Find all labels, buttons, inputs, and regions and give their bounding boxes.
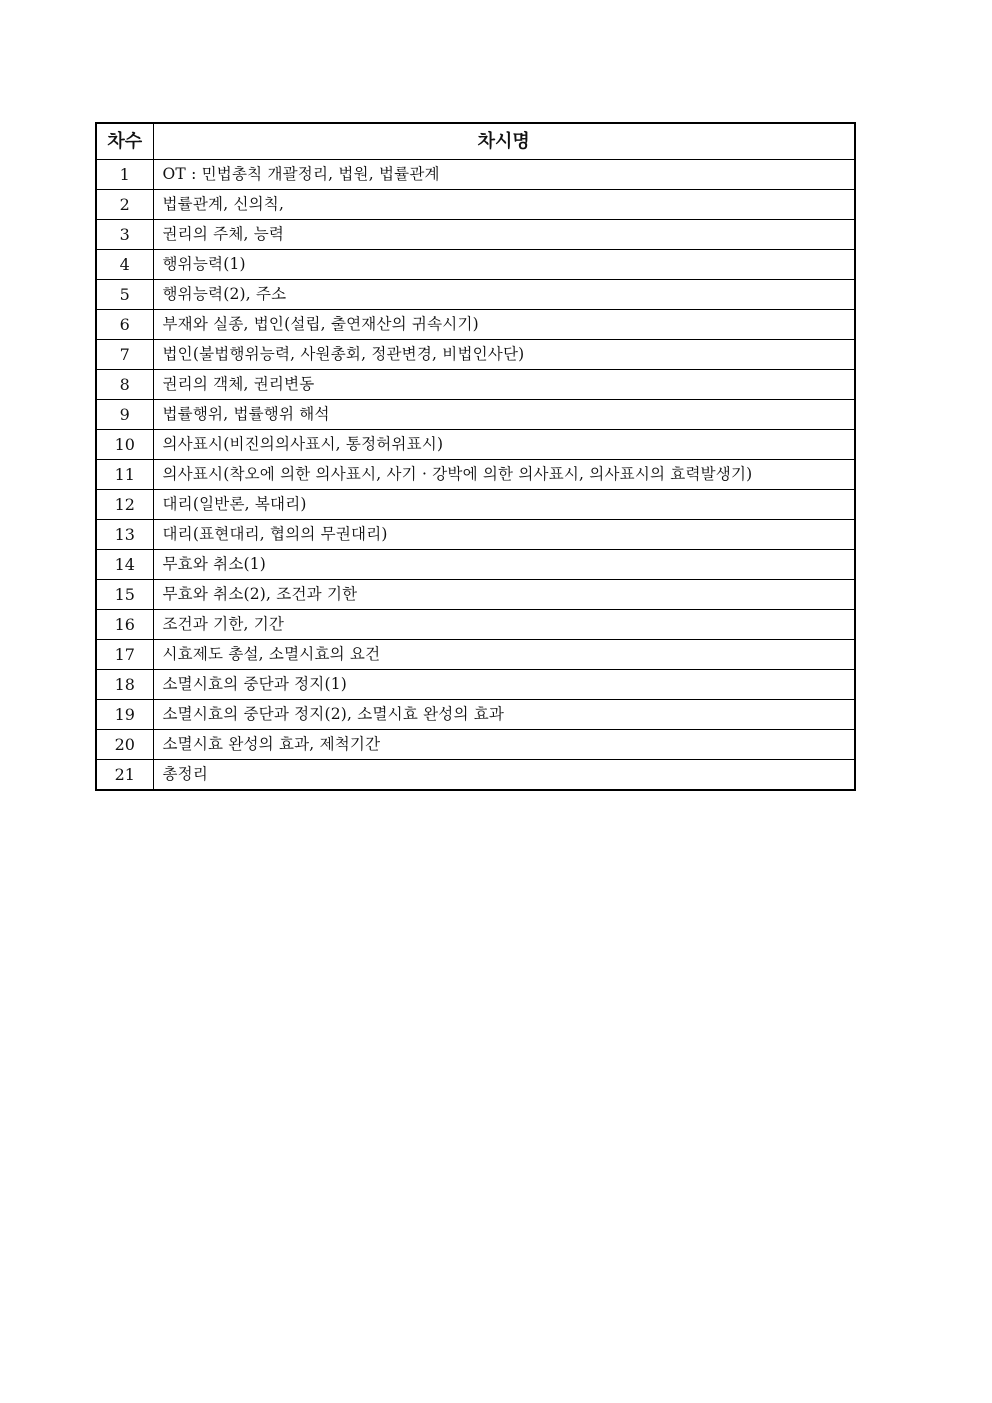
table-row <box>96 580 855 610</box>
session-title-cell: 권리의 객체, 권리변동 <box>153 370 855 400</box>
session-title-cell: 소멸시효 완성의 효과, 제척기간 <box>153 730 855 760</box>
session-number-cell: 2 <box>96 190 153 220</box>
header-row <box>96 123 855 160</box>
table-row <box>96 670 855 700</box>
session-number-cell: 3 <box>96 220 153 250</box>
session-number-cell: 15 <box>96 580 153 610</box>
table-row <box>96 430 855 460</box>
session-title-cell: 법인(불법행위능력, 사원총회, 정관변경, 비법인사단) <box>153 340 855 370</box>
table-row <box>96 700 855 730</box>
session-number-cell: 20 <box>96 730 153 760</box>
session-title-cell: OT : 민법총칙 개괄정리, 법원, 법률관계 <box>153 160 855 190</box>
session-title-cell: 의사표시(착오에 의한 의사표시, 사기 · 강박에 의한 의사표시, 의사표시의 효력발생기) <box>153 460 855 490</box>
table-row <box>96 550 855 580</box>
lecture-schedule-table <box>95 122 856 791</box>
table-row <box>96 220 855 250</box>
table-row <box>96 310 855 340</box>
session-title-cell: 의사표시(비진의의사표시, 통정허위표시) <box>153 430 855 460</box>
session-title-cell: 소멸시효의 중단과 정지(1) <box>153 670 855 700</box>
session-number-cell: 6 <box>96 310 153 340</box>
header-session-title: 차시명 <box>153 123 855 160</box>
session-number-cell: 5 <box>96 280 153 310</box>
session-title-cell: 무효와 취소(1) <box>153 550 855 580</box>
session-number-cell: 14 <box>96 550 153 580</box>
session-number-cell: 8 <box>96 370 153 400</box>
session-number-cell: 18 <box>96 670 153 700</box>
table-row <box>96 610 855 640</box>
session-title-cell: 대리(일반론, 복대리) <box>153 490 855 520</box>
session-number-cell: 21 <box>96 760 153 791</box>
table-row <box>96 160 855 190</box>
session-number-cell: 17 <box>96 640 153 670</box>
table-row <box>96 250 855 280</box>
session-title-cell: 권리의 주체, 능력 <box>153 220 855 250</box>
session-number-cell: 4 <box>96 250 153 280</box>
table-body <box>96 160 855 791</box>
session-number-cell: 13 <box>96 520 153 550</box>
session-title-cell: 법률행위, 법률행위 해석 <box>153 400 855 430</box>
header-session-number: 차수 <box>96 123 153 160</box>
session-title-cell: 총정리 <box>153 760 855 791</box>
table-row <box>96 190 855 220</box>
table-row <box>96 280 855 310</box>
session-title-cell: 조건과 기한, 기간 <box>153 610 855 640</box>
session-number-cell: 12 <box>96 490 153 520</box>
session-number-cell: 9 <box>96 400 153 430</box>
session-title-cell: 행위능력(2), 주소 <box>153 280 855 310</box>
table-row <box>96 730 855 760</box>
table-row <box>96 490 855 520</box>
session-title-cell: 무효와 취소(2), 조건과 기한 <box>153 580 855 610</box>
table-row <box>96 460 855 490</box>
table-row <box>96 760 855 791</box>
session-title-cell: 행위능력(1) <box>153 250 855 280</box>
session-number-cell: 10 <box>96 430 153 460</box>
session-number-cell: 19 <box>96 700 153 730</box>
session-title-cell: 소멸시효의 중단과 정지(2), 소멸시효 완성의 효과 <box>153 700 855 730</box>
table-row <box>96 520 855 550</box>
session-number-cell: 7 <box>96 340 153 370</box>
table-row <box>96 640 855 670</box>
session-title-cell: 시효제도 총설, 소멸시효의 요건 <box>153 640 855 670</box>
session-title-cell: 부재와 실종, 법인(설립, 출연재산의 귀속시기) <box>153 310 855 340</box>
table-row <box>96 400 855 430</box>
session-number-cell: 1 <box>96 160 153 190</box>
table-header <box>96 123 855 160</box>
table-row <box>96 370 855 400</box>
session-title-cell: 법률관계, 신의칙, <box>153 190 855 220</box>
session-title-cell: 대리(표현대리, 협의의 무권대리) <box>153 520 855 550</box>
table-row <box>96 340 855 370</box>
session-number-cell: 11 <box>96 460 153 490</box>
session-number-cell: 16 <box>96 610 153 640</box>
